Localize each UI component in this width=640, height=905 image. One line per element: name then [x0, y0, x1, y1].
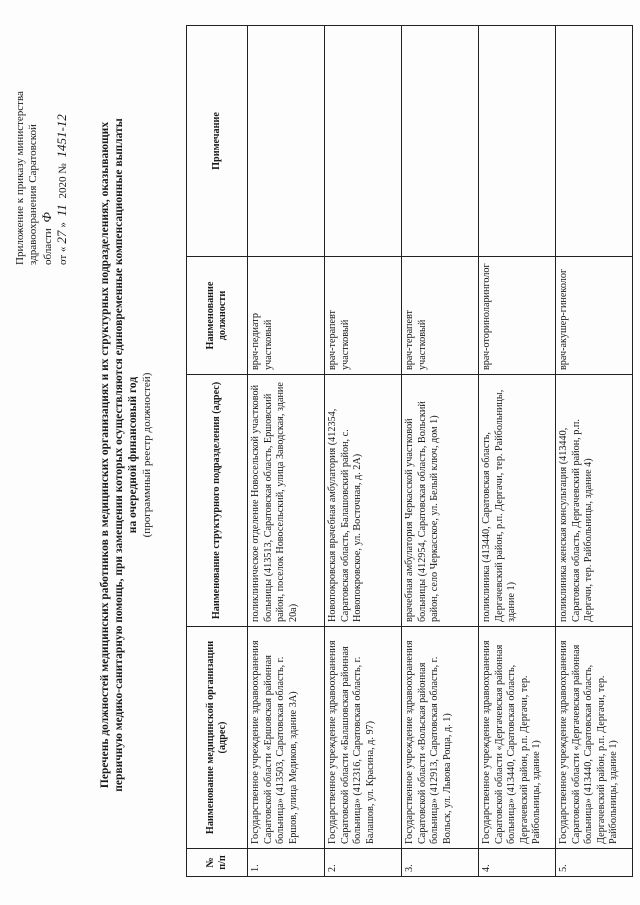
cell-unit: поликлиника женская консультация (413440, Саратовская область, Дергачевский район, р.п. Дергачи, тер. Райбольницы, здание 4) — [556, 375, 633, 627]
table-header-row — [187, 26, 248, 877]
date-mid: » — [57, 222, 69, 228]
cell-position: врач-оториноларинголог — [479, 257, 556, 375]
approval-region: области — [42, 228, 54, 265]
table-row — [479, 26, 556, 877]
header-num: № п/п — [187, 849, 248, 877]
title-line-1: Перечень должностей медицинских работников в медицинских организациях и их структурных подразделениях, оказывающих — [99, 121, 111, 789]
cell-position: врач-педиатр участковый — [248, 257, 325, 375]
table-row — [248, 26, 325, 877]
cell-num: 2. — [325, 849, 402, 877]
date-day: 27 — [54, 230, 69, 244]
title-line-3: на очередной финансовый год — [127, 376, 139, 534]
cell-org: Государственное учреждение здравоохранения Саратовской области «Вольская районная больница» (412913, Саратовская область, г. Вольск, ул. Львова Роща, д. 1) — [402, 627, 479, 849]
cell-org: Государственное учреждение здравоохранения Саратовской области «Дергачевская районная больница» (413440, Саратовская область, Дергачевский район, р.п. Дергачи, тер. Райбольницы, здание 1) — [556, 627, 633, 849]
cell-num: 4. — [479, 849, 556, 877]
cell-position: врач-акушер-гинеколог — [556, 257, 633, 375]
header-org: Наименование медицинской организации (адрес) — [187, 627, 248, 849]
approval-line-3 — [40, 35, 55, 265]
positions-table — [186, 25, 633, 877]
approval-stamp — [14, 35, 70, 265]
document-title — [98, 105, 154, 805]
cell-note — [556, 26, 633, 257]
cell-note — [325, 26, 402, 257]
cell-position: врач-терапевт участковый — [325, 257, 402, 375]
cell-num: 5. — [556, 849, 633, 877]
date-year: 2020 № — [57, 163, 69, 199]
cell-note — [479, 26, 556, 257]
date-month: 11 — [54, 204, 69, 217]
title-line-4: (программный реестр должностей) — [141, 372, 153, 538]
cell-unit: Новопокровская врачебная амбулатория (412354, Саратовская область, Балашовский район, с. Новопокровское, ул. Восточная, д. 2А) — [325, 375, 402, 627]
header-position: Наименование должности — [187, 257, 248, 375]
approval-line-2: здравоохранения Саратовской — [27, 124, 39, 265]
cell-org: Государственное учреждение здравоохранения Саратовской области «Балашовская районная больница» (412316, Саратовская область, г. Балашов, ул. Красина, д. 97) — [325, 627, 402, 849]
cell-org: Государственное учреждение здравоохранения Саратовской области «Ершовская районная больница» (413503, Саратовская область, г. Ершов, улица Медиков, здание 3А) — [248, 627, 325, 849]
cell-unit: поликлиника (413440, Саратовская область, Дергачевский район, р.п. Дергачи, тер. Райбольницы, здание 1) — [479, 375, 556, 627]
cell-unit: врачебная амбулатория Черкасской участковой больницы (412954, Саратовская область, Вольский район, село Черкасское, ул. Белый ключ, дом 1) — [402, 375, 479, 627]
approval-line-1: Приложение к приказу министерства — [14, 91, 26, 265]
date-prefix: от « — [57, 246, 69, 265]
header-note: Примечание — [187, 26, 248, 257]
approval-signature: Ф — [39, 212, 54, 223]
table-row — [402, 26, 479, 877]
cell-num: 3. — [402, 849, 479, 877]
rotated-document — [0, 15, 620, 895]
header-unit: Наименование структурного подразделения (адрес) — [187, 375, 248, 627]
cell-org: Государственное учреждение здравоохранения Саратовской области «Дергачевская районная больница» (413440, Саратовская область, Дергачевский район, р.п. Дергачи, тер. Райбольницы, здание 1) — [479, 627, 556, 849]
cell-unit: поликлиническое отделение Новосельской участковой больницы (413513, Саратовская область, Ершовский район, поселок Новосельский, улица Заводская, здание 20а) — [248, 375, 325, 627]
table-row — [556, 26, 633, 877]
title-line-2: первичную медико-санитарную помощь, при замещении которых осуществляются единовременные компенсационные выплаты — [113, 118, 125, 792]
cell-position: врач-терапевт участковый — [402, 257, 479, 375]
cell-note — [402, 26, 479, 257]
table-row — [325, 26, 402, 877]
cell-num: 1. — [248, 849, 325, 877]
approval-date-line — [55, 35, 70, 265]
order-number: 1451-12 — [54, 114, 69, 158]
cell-note — [248, 26, 325, 257]
